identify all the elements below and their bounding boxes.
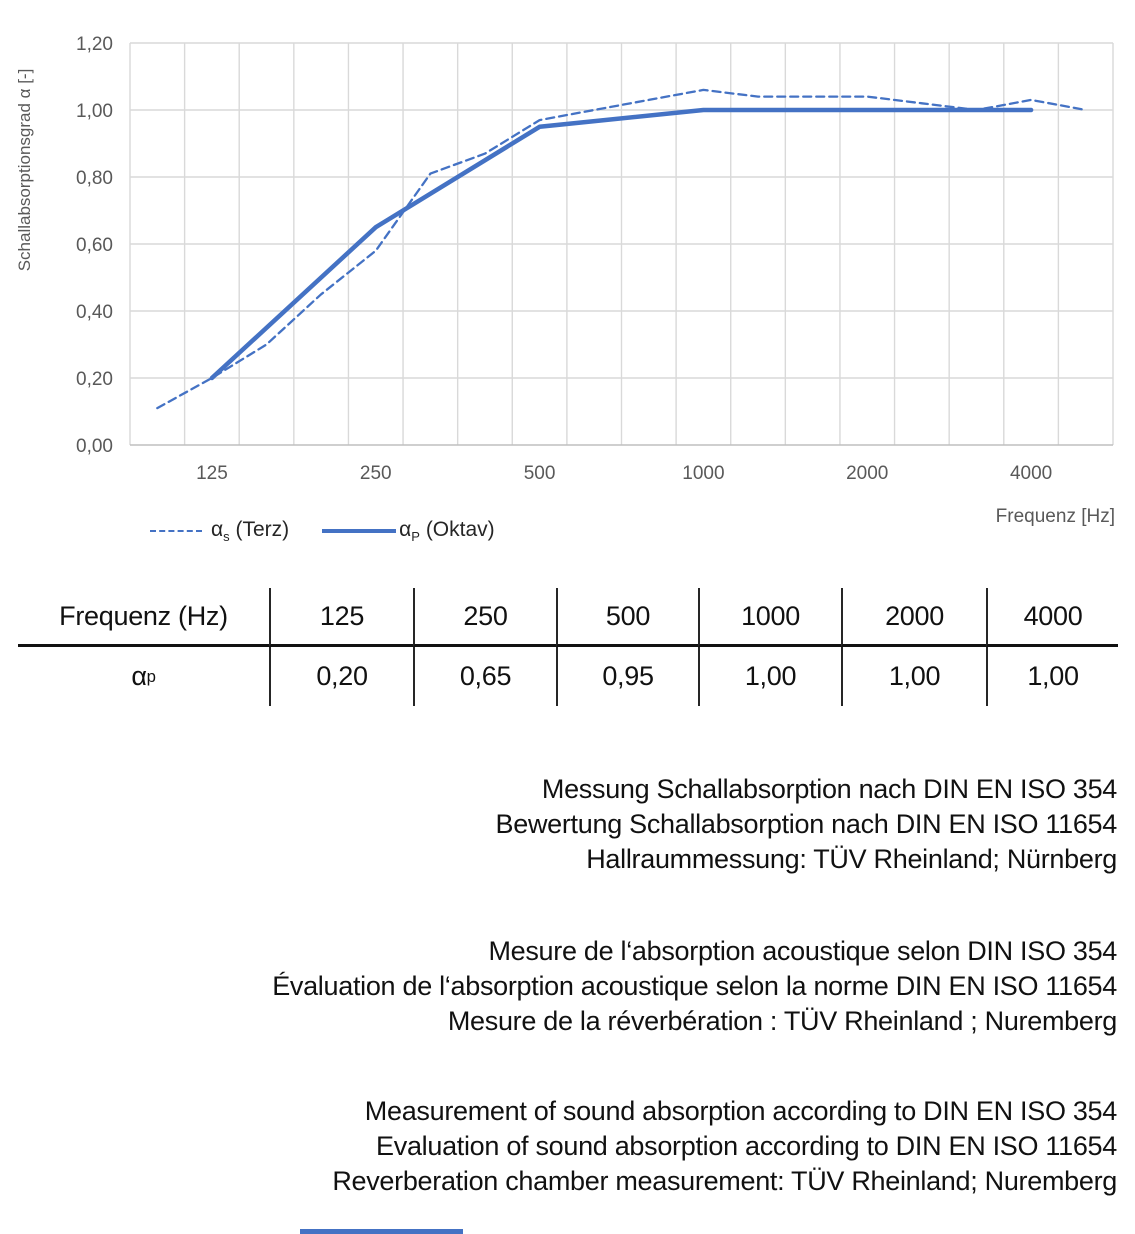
- table-value-cell: 1,00: [841, 647, 986, 706]
- y-tick-label: 0,40: [76, 302, 113, 323]
- footer-accent-bar: [300, 1229, 463, 1234]
- y-tick-label: 1,20: [76, 34, 113, 55]
- table-header-cell: 4000: [986, 588, 1118, 647]
- table-header-cell: 1000: [698, 588, 841, 647]
- y-tick-label: 0,00: [76, 436, 113, 457]
- table-header-cell: 500: [556, 588, 698, 647]
- legend-item-terz: [150, 518, 289, 544]
- legend-label-oktav: $\alpha_P$ (Oktav): [399, 518, 495, 545]
- table-row-label: α p: [131, 661, 156, 691]
- y-tick-label: 0,20: [76, 369, 113, 390]
- terz-dashed-line-sample: [150, 530, 202, 532]
- note-block-english: [332, 1094, 1117, 1199]
- table-header-cell: 250: [413, 588, 556, 647]
- table-header-cell: Frequenz (Hz): [18, 588, 269, 647]
- table-value-cell: 0,65: [413, 647, 556, 706]
- note-line: Mesure de la réverbération : TÜV Rheinland ; Nuremberg: [447, 1006, 1117, 1036]
- note-line: Mesure de l‘absorption acoustique selon DIN ISO 354: [488, 936, 1117, 966]
- legend-label-terz: $\alpha_s$ (Terz): [211, 518, 290, 545]
- legend-item-oktav: [322, 518, 495, 544]
- y-tick-label: 0,80: [76, 168, 113, 189]
- table-value-cell: 1,00: [986, 647, 1118, 706]
- note-line: Évaluation de l‘absorption acoustique selon la norme DIN EN ISO 11654: [272, 971, 1117, 1001]
- note-line: Measurement of sound absorption according to DIN EN ISO 354: [364, 1096, 1117, 1126]
- x-tick-label: 125: [196, 463, 228, 484]
- note-line: Evaluation of sound absorption according to DIN EN ISO 11654: [376, 1131, 1117, 1161]
- y-axis-title: Schallabsorptionsgrad α [-]: [15, 68, 34, 272]
- note-line: Reverberation chamber measurement: TÜV Rheinland; Nuremberg: [332, 1166, 1117, 1196]
- table-header-cell: 125: [269, 588, 413, 647]
- note-line: Messung Schallabsorption nach DIN EN ISO 354: [541, 774, 1117, 804]
- table-value-cell: 1,00: [698, 647, 841, 706]
- note-block-french: [272, 934, 1117, 1039]
- table-header-cell: 2000: [841, 588, 986, 647]
- x-tick-label: 2000: [846, 463, 889, 484]
- x-tick-label: 250: [359, 463, 392, 484]
- x-tick-label: 1000: [682, 463, 725, 484]
- x-tick-label: 4000: [1009, 463, 1053, 484]
- note-line: Hallraummessung: TÜV Rheinland; Nürnberg: [586, 844, 1117, 874]
- table-value-cell: 0,20: [269, 647, 413, 706]
- y-tick-label: 0,60: [76, 235, 113, 256]
- x-tick-label: 500: [523, 463, 556, 484]
- absorption-table: [18, 588, 1118, 706]
- x-axis-title: Frequenz [Hz]: [995, 506, 1115, 527]
- table-value-cell: 0,95: [556, 647, 698, 706]
- chart-plot-area: [0, 0, 1135, 500]
- absorption-chart: [0, 0, 1135, 560]
- y-tick-label: 1,00: [76, 101, 113, 122]
- oktav-solid-line-sample: [322, 529, 396, 534]
- note-line: Bewertung Schallabsorption nach DIN EN ISO 11654: [495, 809, 1117, 839]
- note-block-german: [496, 772, 1117, 877]
- chart-legend: [150, 518, 495, 544]
